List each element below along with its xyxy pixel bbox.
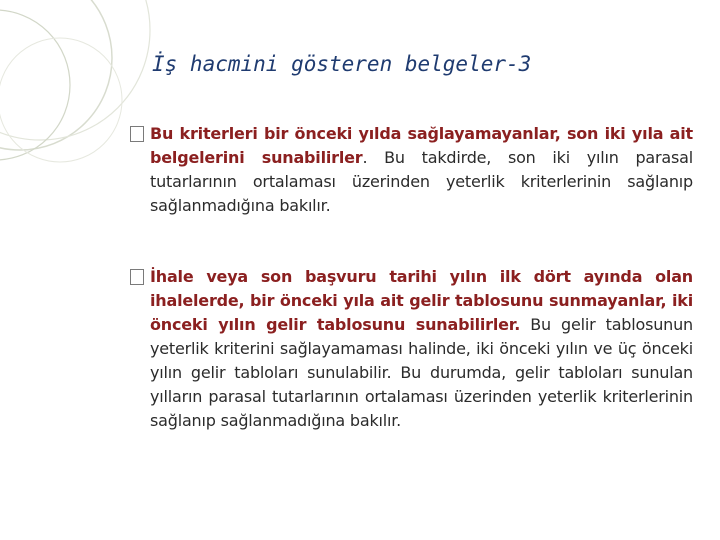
bullet-2-text: Bu gelir tablosunun yeterlik kriterini sağlayamaması halinde, iki önceki yılın ve üç önceki yılın gelir tabloları sunulabilir. Bu durumda, gelir tabloları sunulan yılların parasal tutarlarının ortalaması üzerinden yeterlik kriterlerinin sağlanıp sağlanmadığına bakılır. [150, 315, 694, 430]
bullet-marker [130, 269, 144, 285]
bullet-marker [130, 126, 144, 142]
bullet-2-highlight: İhale veya son başvuru tarihi yılın ilk dört ayında olan ihalelerde, bir önceki yıla ait gelir tablosunu sunmayanlar, iki önceki yılın gelir tablosunu sunabilirler. [150, 267, 693, 334]
bullet-1-highlight: Bu kriterleri bir önceki yılda sağlayamayanlar, son iki yıla ait belgelerini sunabilirler [150, 124, 693, 167]
bullet-paragraph-2 [150, 265, 693, 433]
slide-title: İş hacmini gösteren belgeler-3 [152, 52, 532, 76]
bullet-paragraph-1 [150, 122, 693, 218]
bullet-1-text: . Bu takdirde, son iki yılın parasal tutarlarının ortalaması üzerinden yeterlik kriterlerinin sağlanıp sağlanmadığına bakılır. [150, 148, 693, 215]
decorative-circles [0, 0, 160, 210]
